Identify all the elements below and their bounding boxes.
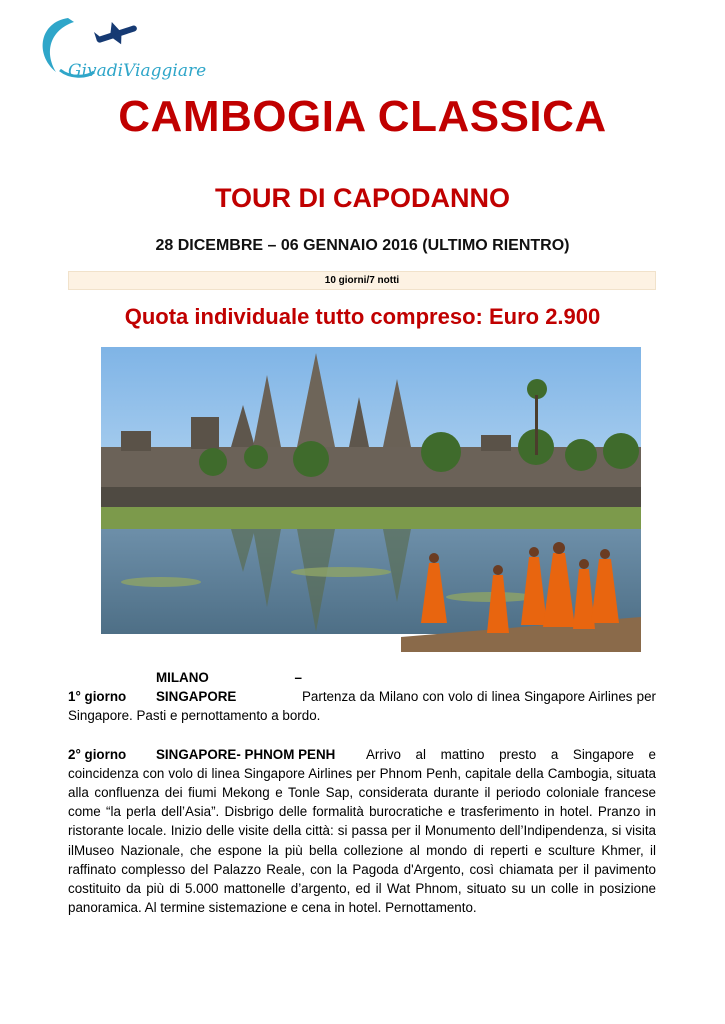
day-description: Arrivo al mattino presto a Singapore e coincidenza con volo di linea Singapore Airlines per Phnom Penh, capitale della Cambogia, situata alla confluenza dei fiumi Mekong e Tonle Sap, considerata durante il periodo coloniale francese come “la perla dell’Asia”. Disbrigo delle formalità burocratiche e trasferimento in hotel. Pranzo in ristorante locale. Inizio delle visite della città: si passa per il Monumento dell’Indipendenza, si visita ilMuseo Nazionale, che espone la più bella collezione al mondo di reperti e sculture Khmer, il raffinato complesso del Palazzo Reale, con la Pagoda d'Argento, così chiamata per il pavimento costituito da più di 5.000 mattonelle d’argento, ed il Wat Phnom, situato su un colle in posizione panoramica. Al termine sistemazione e cena in hotel. Pernottamento. [68,746,656,916]
day-number: 2° giorno [68,746,127,762]
itinerary-day-2 [68,745,656,918]
logo-wordmark: GivadiViaggiare [68,61,207,81]
day-description: Partenza da Milano con volo di linea Singapore Airlines per Singapore. Pasti e pernottamento a bordo. [68,689,656,724]
day-number: 1° giorno [68,689,127,705]
page-subtitle: TOUR DI CAPODANNO [214,183,510,213]
day-route: SINGAPORE- PHNOM PENH [156,746,336,762]
tour-dates: 28 DICEMBRE – 06 GENNAIO 2016 (ULTIMO RIENTRO) [155,237,570,254]
angkor-wat-monks-photo [101,347,641,652]
day-route: MILANO – SINGAPORE [156,670,302,705]
airplane-swoosh-icon [30,12,230,84]
agency-logo [30,12,230,84]
itinerary [68,668,656,936]
duration-text: 10 giorni/7 notti [324,275,400,286]
duration-bar [68,271,656,290]
itinerary-day-1 [68,668,656,726]
page-title: CAMBOGIA CLASSICA [118,92,607,141]
price-line: Quota individuale tutto compreso: Euro 2.900 [124,304,601,329]
